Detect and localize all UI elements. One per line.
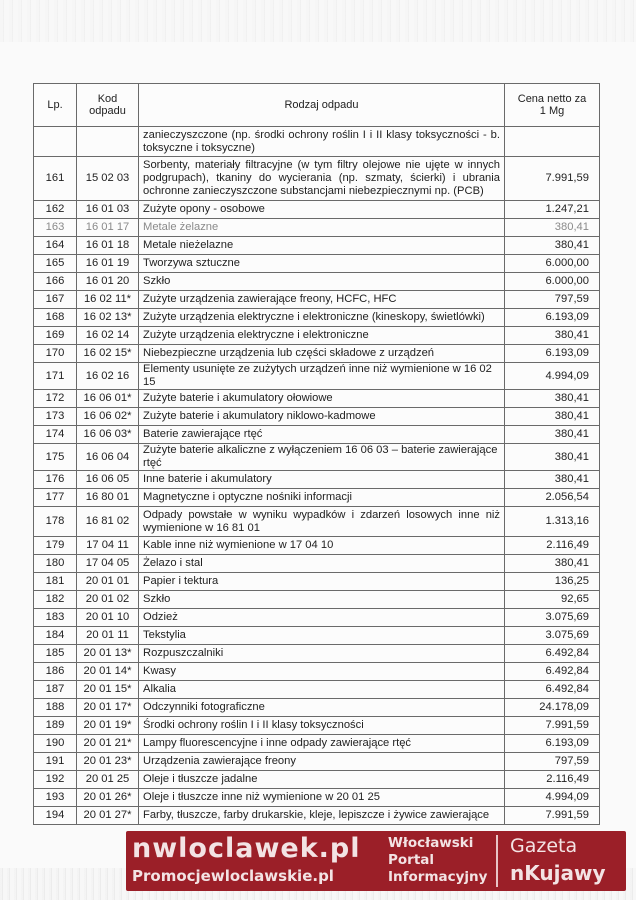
kod-odpadu-cell: 20 01 21* — [77, 735, 139, 753]
cena-netto-cell: 380,41 — [505, 327, 600, 345]
cena-netto-cell: 6.492,84 — [505, 681, 600, 699]
rodzaj-odpadu-cell: Oleje i tłuszcze jadalne — [139, 771, 505, 789]
kod-odpadu-cell: 16 06 04 — [77, 444, 139, 471]
header-lp: Lp. — [34, 84, 77, 127]
continuation-row — [34, 127, 600, 157]
table-row — [34, 237, 600, 255]
watermark-gazeta: Gazeta — [510, 835, 578, 857]
table-row — [34, 771, 600, 789]
table-row — [34, 591, 600, 609]
rodzaj-odpadu-cell: Środki ochrony roślin I i II klasy toksyczności — [139, 717, 505, 735]
scan-top-noise — [0, 0, 636, 42]
continuation-kod-cell — [77, 127, 139, 157]
cena-netto-cell: 6.193,09 — [505, 735, 600, 753]
cena-netto-cell: 797,59 — [505, 291, 600, 309]
kod-odpadu-cell: 16 01 19 — [77, 255, 139, 273]
table-row — [34, 681, 600, 699]
kod-odpadu-cell: 15 02 03 — [77, 157, 139, 201]
cena-netto-cell: 2.116,49 — [505, 771, 600, 789]
table-row — [34, 645, 600, 663]
continuation-cena-cell — [505, 127, 600, 157]
rodzaj-odpadu-cell: Odzież — [139, 609, 505, 627]
rodzaj-odpadu-cell: Rozpuszczalniki — [139, 645, 505, 663]
rodzaj-odpadu-cell: Magnetyczne i optyczne nośniki informacji — [139, 489, 505, 507]
rodzaj-odpadu-cell: Elementy usunięte ze zużytych urządzeń inne niż wymienione w 16 02 15 — [139, 363, 505, 390]
header-rodzaj-odpadu: Rodzaj odpadu — [139, 84, 505, 127]
rodzaj-odpadu-cell: Metale nieżelazne — [139, 237, 505, 255]
watermark-main: nwloclawek.pl — [132, 833, 361, 864]
lp-cell: 166 — [34, 273, 77, 291]
rodzaj-odpadu-cell: Baterie zawierające rtęć — [139, 426, 505, 444]
rodzaj-odpadu-cell: Oleje i tłuszcze inne niż wymienione w 20 01 25 — [139, 789, 505, 807]
lp-cell: 177 — [34, 489, 77, 507]
table-row — [34, 363, 600, 390]
kod-odpadu-cell: 16 01 20 — [77, 273, 139, 291]
watermark-portal-line: Włocławski — [388, 835, 474, 851]
table-row — [34, 201, 600, 219]
lp-cell: 186 — [34, 663, 77, 681]
cena-netto-cell: 797,59 — [505, 753, 600, 771]
lp-cell: 191 — [34, 753, 77, 771]
cena-netto-cell: 1.313,16 — [505, 507, 600, 537]
table-row — [34, 219, 600, 237]
lp-cell: 167 — [34, 291, 77, 309]
cena-netto-cell: 380,41 — [505, 390, 600, 408]
lp-cell: 183 — [34, 609, 77, 627]
lp-cell: 182 — [34, 591, 77, 609]
rodzaj-odpadu-cell: Inne baterie i akumulatory — [139, 471, 505, 489]
lp-cell: 190 — [34, 735, 77, 753]
lp-cell: 162 — [34, 201, 77, 219]
cena-netto-cell: 136,25 — [505, 573, 600, 591]
watermark-portal-line: Informacyjny — [388, 869, 488, 885]
kod-odpadu-cell: 16 06 03* — [77, 426, 139, 444]
continuation-lp-cell — [34, 127, 77, 157]
table-row — [34, 717, 600, 735]
kod-odpadu-cell: 20 01 11 — [77, 627, 139, 645]
cena-netto-cell: 3.075,69 — [505, 627, 600, 645]
rodzaj-odpadu-cell: Alkalia — [139, 681, 505, 699]
lp-cell: 180 — [34, 555, 77, 573]
kod-odpadu-cell: 20 01 27* — [77, 807, 139, 825]
table-row — [34, 555, 600, 573]
kod-odpadu-cell: 20 01 26* — [77, 789, 139, 807]
watermark-sub: Promocjewloclawskie.pl — [132, 867, 334, 885]
cena-netto-cell: 380,41 — [505, 444, 600, 471]
kod-odpadu-cell: 20 01 01 — [77, 573, 139, 591]
kod-odpadu-cell: 20 01 13* — [77, 645, 139, 663]
table-row — [34, 408, 600, 426]
kod-odpadu-cell: 16 06 02* — [77, 408, 139, 426]
table-row — [34, 627, 600, 645]
kod-odpadu-cell: 16 02 11* — [77, 291, 139, 309]
rodzaj-odpadu-cell: Żelazo i stal — [139, 555, 505, 573]
kod-odpadu-cell: 16 02 15* — [77, 345, 139, 363]
lp-cell: 174 — [34, 426, 77, 444]
kod-odpadu-cell: 17 04 05 — [77, 555, 139, 573]
rodzaj-odpadu-cell: Zużyte urządzenia elektryczne i elektroniczne (kineskopy, świetlówki) — [139, 309, 505, 327]
watermark-nkujawy: nKujawy — [510, 861, 606, 885]
cena-netto-cell: 4.994,09 — [505, 363, 600, 390]
table-row — [34, 157, 600, 201]
kod-odpadu-cell: 16 02 14 — [77, 327, 139, 345]
rodzaj-odpadu-cell: Odpady powstałe w wyniku wypadków i zdarzeń losowych inne niż wymienione w 16 81 01 — [139, 507, 505, 537]
table-row — [34, 663, 600, 681]
table-header-row — [34, 84, 600, 127]
lp-cell: 163 — [34, 219, 77, 237]
lp-cell: 172 — [34, 390, 77, 408]
table-row — [34, 573, 600, 591]
lp-cell: 171 — [34, 363, 77, 390]
table-row — [34, 507, 600, 537]
rodzaj-odpadu-cell: Papier i tektura — [139, 573, 505, 591]
kod-odpadu-cell: 16 06 01* — [77, 390, 139, 408]
lp-cell: 189 — [34, 717, 77, 735]
lp-cell: 169 — [34, 327, 77, 345]
table-row — [34, 255, 600, 273]
rodzaj-odpadu-cell: Kwasy — [139, 663, 505, 681]
cena-netto-cell: 380,41 — [505, 408, 600, 426]
cena-netto-cell: 6.492,84 — [505, 645, 600, 663]
lp-cell: 179 — [34, 537, 77, 555]
continuation-text: zanieczyszczone (np. środki ochrony roślin I i II klasy toksyczności - b. toksyczne i toksyczne) — [139, 127, 505, 157]
table-row — [34, 291, 600, 309]
rodzaj-odpadu-cell: Niebezpieczne urządzenia lub części składowe z urządzeń — [139, 345, 505, 363]
cena-netto-cell: 7.991,59 — [505, 157, 600, 201]
cena-netto-cell: 2.116,49 — [505, 537, 600, 555]
table-row — [34, 609, 600, 627]
rodzaj-odpadu-cell: Zużyte baterie alkaliczne z wyłączeniem 16 06 03 – baterie zawierające rtęć — [139, 444, 505, 471]
rodzaj-odpadu-cell: Odczynniki fotograficzne — [139, 699, 505, 717]
table-row — [34, 309, 600, 327]
watermark-portal-line: Portal — [388, 852, 435, 868]
rodzaj-odpadu-cell: Metale żelazne — [139, 219, 505, 237]
lp-cell: 161 — [34, 157, 77, 201]
lp-cell: 192 — [34, 771, 77, 789]
cena-netto-cell: 3.075,69 — [505, 609, 600, 627]
rodzaj-odpadu-cell: Zużyte baterie i akumulatory ołowiowe — [139, 390, 505, 408]
rodzaj-odpadu-cell: Tworzywa sztuczne — [139, 255, 505, 273]
header-kod-odpadu: Kod odpadu — [77, 84, 139, 127]
lp-cell: 164 — [34, 237, 77, 255]
lp-cell: 178 — [34, 507, 77, 537]
lp-cell: 176 — [34, 471, 77, 489]
table-row — [34, 327, 600, 345]
table-row — [34, 471, 600, 489]
cena-netto-cell: 92,65 — [505, 591, 600, 609]
table-row — [34, 426, 600, 444]
rodzaj-odpadu-cell: Zużyte opony - osobowe — [139, 201, 505, 219]
lp-cell: 170 — [34, 345, 77, 363]
kod-odpadu-cell: 20 01 23* — [77, 753, 139, 771]
lp-cell: 168 — [34, 309, 77, 327]
watermark-banner — [126, 831, 626, 891]
lp-cell: 184 — [34, 627, 77, 645]
rodzaj-odpadu-cell: Zużyte urządzenia zawierające freony, HCFC, HFC — [139, 291, 505, 309]
lp-cell: 193 — [34, 789, 77, 807]
cena-netto-cell: 380,41 — [505, 471, 600, 489]
rodzaj-odpadu-cell: Zużyte baterie i akumulatory niklowo-kadmowe — [139, 408, 505, 426]
table-row — [34, 390, 600, 408]
rodzaj-odpadu-cell: Tekstylia — [139, 627, 505, 645]
waste-price-table — [33, 83, 600, 825]
cena-netto-cell: 4.994,09 — [505, 789, 600, 807]
table-row — [34, 273, 600, 291]
rodzaj-odpadu-cell: Lampy fluorescencyjne i inne odpady zawierające rtęć — [139, 735, 505, 753]
kod-odpadu-cell: 16 80 01 — [77, 489, 139, 507]
cena-netto-cell: 380,41 — [505, 237, 600, 255]
kod-odpadu-cell: 16 01 03 — [77, 201, 139, 219]
kod-odpadu-cell: 20 01 17* — [77, 699, 139, 717]
kod-odpadu-cell: 16 01 17 — [77, 219, 139, 237]
kod-odpadu-cell: 16 81 02 — [77, 507, 139, 537]
lp-cell: 181 — [34, 573, 77, 591]
table-row — [34, 735, 600, 753]
watermark-portal — [388, 835, 494, 886]
rodzaj-odpadu-cell: Farby, tłuszcze, farby drukarskie, kleje, lepiszcze i żywice zawierające — [139, 807, 505, 825]
kod-odpadu-cell: 20 01 15* — [77, 681, 139, 699]
kod-odpadu-cell: 16 01 18 — [77, 237, 139, 255]
cena-netto-cell: 1.247,21 — [505, 201, 600, 219]
table-row — [34, 699, 600, 717]
cena-netto-cell: 6.000,00 — [505, 273, 600, 291]
rodzaj-odpadu-cell: Sorbenty, materiały filtracyjne (w tym filtry olejowe nie ujęte w innych podgrupach), tkaniny do wycierania (np. szmaty, ścierki) i ubrania ochronne zanieczyszczone substancjami niebezpiecznymi np. (PCB) — [139, 157, 505, 201]
kod-odpadu-cell: 20 01 10 — [77, 609, 139, 627]
table-row — [34, 489, 600, 507]
cena-netto-cell: 6.193,09 — [505, 309, 600, 327]
kod-odpadu-cell: 20 01 25 — [77, 771, 139, 789]
cena-netto-cell: 380,41 — [505, 555, 600, 573]
lp-cell: 175 — [34, 444, 77, 471]
table-row — [34, 345, 600, 363]
kod-odpadu-cell: 16 02 13* — [77, 309, 139, 327]
rodzaj-odpadu-cell: Urządzenia zawierające freony — [139, 753, 505, 771]
lp-cell: 165 — [34, 255, 77, 273]
header-cena-line2: 1 Mg — [539, 105, 565, 117]
lp-cell: 173 — [34, 408, 77, 426]
rodzaj-odpadu-cell: Zużyte urządzenia elektryczne i elektroniczne — [139, 327, 505, 345]
lp-cell: 187 — [34, 681, 77, 699]
header-cena-line1: Cena netto za — [517, 93, 587, 105]
table-row — [34, 807, 600, 825]
header-cena-netto — [505, 84, 600, 127]
table-row — [34, 444, 600, 471]
lp-cell: 194 — [34, 807, 77, 825]
kod-odpadu-cell: 17 04 11 — [77, 537, 139, 555]
table-row — [34, 789, 600, 807]
cena-netto-cell: 380,41 — [505, 219, 600, 237]
cena-netto-cell: 6.492,84 — [505, 663, 600, 681]
cena-netto-cell: 7.991,59 — [505, 807, 600, 825]
cena-netto-cell: 24.178,09 — [505, 699, 600, 717]
table-row — [34, 537, 600, 555]
table-row — [34, 753, 600, 771]
kod-odpadu-cell: 20 01 02 — [77, 591, 139, 609]
cena-netto-cell: 380,41 — [505, 426, 600, 444]
kod-odpadu-cell: 20 01 14* — [77, 663, 139, 681]
kod-odpadu-cell: 20 01 19* — [77, 717, 139, 735]
lp-cell: 185 — [34, 645, 77, 663]
cena-netto-cell: 6.193,09 — [505, 345, 600, 363]
kod-odpadu-cell: 16 06 05 — [77, 471, 139, 489]
lp-cell: 188 — [34, 699, 77, 717]
cena-netto-cell: 7.991,59 — [505, 717, 600, 735]
kod-odpadu-cell: 16 02 16 — [77, 363, 139, 390]
watermark-separator — [496, 835, 498, 887]
cena-netto-cell: 6.000,00 — [505, 255, 600, 273]
rodzaj-odpadu-cell: Szkło — [139, 273, 505, 291]
cena-netto-cell: 2.056,54 — [505, 489, 600, 507]
rodzaj-odpadu-cell: Kable inne niż wymienione w 17 04 10 — [139, 537, 505, 555]
rodzaj-odpadu-cell: Szkło — [139, 591, 505, 609]
